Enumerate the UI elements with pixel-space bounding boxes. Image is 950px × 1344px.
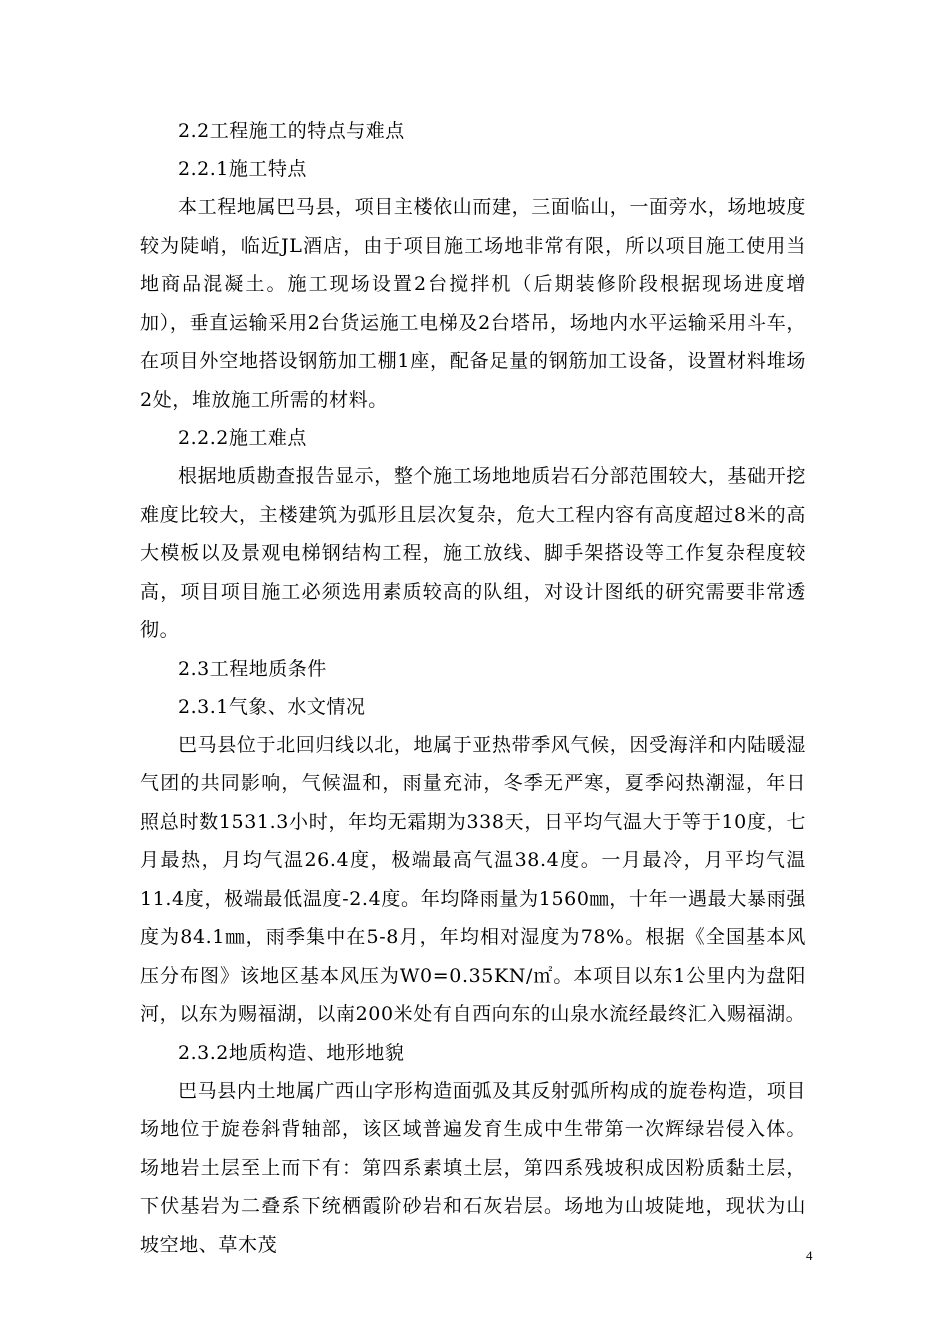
- body-paragraph: 巴马县内土地属广西山字形构造面弧及其反射弧所构成的旋卷构造，项目场地位于旋卷斜背轴部，该区域普遍发育生成中生带第一次辉绿岩侵入体。场地岩土层至上而下有：第四系素填土层，第四系残坡积成因粉质黏土层，下伏基岩为二叠系下统栖霞阶砂岩和石灰岩层。场地为山坡陡地，现状为山坡空地、草木茂: [140, 1079, 806, 1256]
- subsection-heading: 2.3.1气象、水文情况: [178, 695, 366, 718]
- body-paragraph: 巴马县位于北回归线以北，地属于亚热带季风气候，因受海洋和内陆暖湿气团的共同影响，气候温和，雨量充沛，冬季无严寒，夏季闷热潮湿，年日照总时数1531.3小时，年均无霜期为338天，日平均气温大于等于10度，七月最热，月均气温26.4度，极端最高气温38.4度。一月最冷，月平均气温11.4度，极端最低温度-2.4度。年均降雨量为1560㎜，十年一遇最大暴雨强度为84.1㎜，雨季集中在5-8月，年均相对湿度为78%。根据《全国基本风压分布图》该地区基本风压为W0=0.35KN/㎡。本项目以东1公里内为盘阳河，以东为赐福湖，以南200米处有自西向东的山泉水流经最终汇入赐福湖。: [140, 733, 806, 1025]
- subsection-heading: 2.3.2地质构造、地形地貌: [178, 1041, 405, 1064]
- section-heading: 2.2工程施工的特点与难点: [178, 120, 405, 142]
- body-paragraph: 本工程地属巴马县，项目主楼依山而建，三面临山，一面旁水，场地坡度较为陡峭，临近JL酒店，由于项目施工场地非常有限，所以项目施工使用当地商品混凝土。施工现场设置2台搅拌机（后期装修阶段根据现场进度增加），垂直运输采用2台货运施工电梯及2台塔吊，场地内水平运输采用斗车，在项目外空地搭设钢筋加工棚1座，配备足量的钢筋加工设备，设置材料堆场2处，堆放施工所需的材料。: [140, 196, 806, 411]
- subsection-heading: 2.2.2施工难点: [178, 427, 307, 449]
- page-number: 4: [806, 1248, 813, 1263]
- page-content: [140, 112, 806, 1264]
- section-heading: 2.3工程地质条件: [178, 657, 327, 680]
- subsection-heading: 2.2.1施工特点: [178, 158, 307, 180]
- body-paragraph: 根据地质勘查报告显示，整个施工场地地质岩石分部范围较大，基础开挖难度比较大，主楼建筑为弧形且层次复杂，危大工程内容有高度超过8米的高大模板以及景观电梯钢结构工程，施工放线、脚手架搭设等工作复杂程度较高，项目项目施工必须选用素质较高的队组，对设计图纸的研究需要非常透彻。: [140, 465, 806, 641]
